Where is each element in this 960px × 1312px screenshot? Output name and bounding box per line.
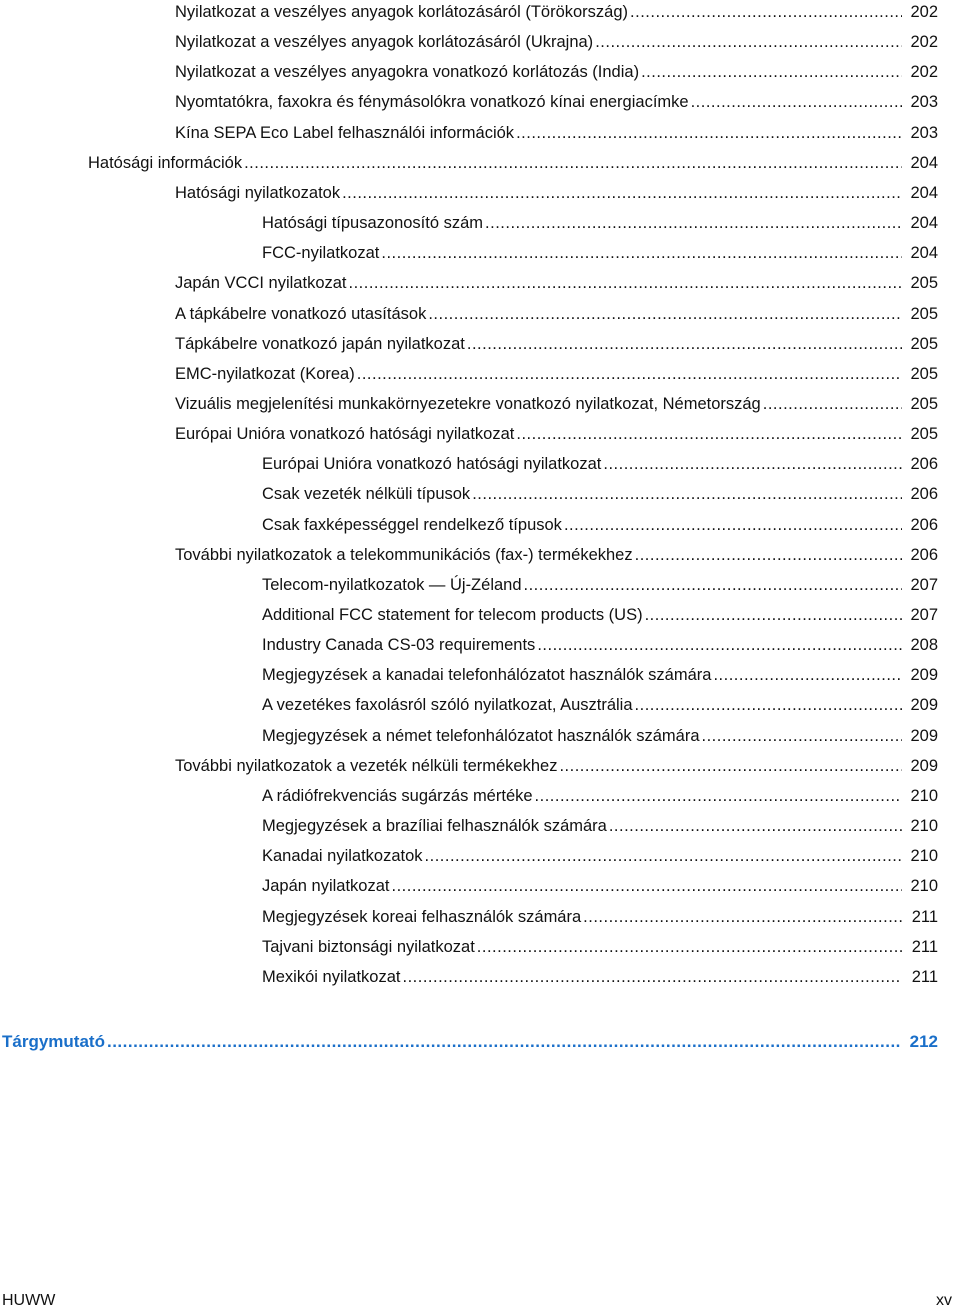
toc-entry-title[interactable]: Telecom-nyilatkozatok — Új-Zéland — [262, 575, 522, 594]
toc-entry[interactable] — [175, 183, 938, 203]
toc-entry-title[interactable]: Európai Unióra vonatkozó hatósági nyilatkozat — [175, 425, 515, 444]
toc-entry-title[interactable]: Európai Unióra vonatkozó hatósági nyilatkozat — [262, 455, 602, 474]
toc-page-number[interactable]: 205 — [910, 274, 938, 293]
toc-entry[interactable] — [262, 665, 938, 685]
toc-entry[interactable] — [175, 32, 938, 52]
toc-dot-leader — [402, 967, 902, 987]
toc-entry[interactable] — [175, 304, 938, 324]
toc-entry-title[interactable]: FCC-nyilatkozat — [262, 244, 380, 263]
toc-entry-title[interactable]: Industry Canada CS-03 requirements — [262, 636, 536, 655]
toc-entry-title[interactable]: Nyilatkozat a veszélyes anyagokra vonatkozó korlátozás (India) — [175, 63, 640, 82]
toc-page-number[interactable]: 211 — [911, 937, 938, 956]
toc-entry-title[interactable]: Additional FCC statement for telecom products (US) — [262, 606, 643, 624]
toc-entry-title[interactable]: A tápkábelre vonatkozó utasítások — [175, 304, 427, 323]
toc-dot-leader — [713, 665, 902, 685]
toc-dot-leader — [516, 424, 902, 444]
toc-entry[interactable] — [262, 726, 938, 746]
toc-page-number[interactable]: 205 — [910, 304, 938, 323]
toc-entry-title[interactable]: Kanadai nyilatkozatok — [262, 847, 423, 866]
toc-page-number[interactable]: 209 — [910, 726, 938, 745]
toc-entry-title[interactable]: Csak faxképességgel rendelkező típusok — [262, 515, 562, 534]
toc-page-number[interactable]: 202 — [910, 33, 938, 52]
toc-entry[interactable] — [262, 967, 938, 987]
toc-page-number[interactable]: 209 — [910, 666, 938, 685]
toc-page-number[interactable]: 205 — [910, 425, 938, 444]
toc-entry[interactable] — [175, 756, 938, 776]
toc-dot-leader — [381, 243, 902, 263]
index-title[interactable]: Tárgymutató — [2, 1032, 105, 1051]
toc-page-number[interactable]: 205 — [910, 334, 938, 353]
toc-entry[interactable] — [175, 364, 938, 384]
toc-dot-leader — [559, 756, 902, 776]
toc-entry[interactable] — [175, 334, 938, 354]
toc-page-number[interactable]: 207 — [910, 575, 938, 594]
toc-entry-title[interactable]: Vizuális megjelenítési munkakörnyezetekre vonatkozó nyilatkozat, Németország — [175, 394, 761, 413]
toc-dot-leader — [537, 635, 902, 655]
footer-page-number: xv — [936, 1292, 952, 1309]
toc-dot-leader — [425, 846, 902, 866]
toc-entry-title[interactable]: Japán VCCI nyilatkozat — [175, 274, 347, 293]
toc-entry[interactable] — [175, 394, 938, 414]
toc-entry[interactable] — [88, 153, 938, 173]
toc-entry[interactable] — [262, 907, 938, 927]
toc-entry[interactable] — [262, 515, 938, 535]
toc-entry-title[interactable]: Kína SEPA Eco Label felhasználói információk — [175, 123, 515, 142]
toc-page-number[interactable]: 204 — [910, 153, 938, 172]
toc-dot-leader — [428, 304, 902, 324]
toc-page-number[interactable]: 204 — [910, 244, 938, 263]
toc-dot-leader — [603, 454, 902, 474]
index-link[interactable] — [2, 1032, 938, 1054]
toc-dot-leader — [763, 394, 902, 414]
toc-dot-leader — [524, 575, 902, 595]
toc-entry[interactable] — [175, 123, 938, 143]
toc-dot-leader — [349, 273, 902, 293]
toc-dot-leader — [641, 62, 902, 82]
toc-dot-leader — [342, 183, 902, 203]
toc-page-number[interactable]: 206 — [910, 545, 938, 564]
toc-dot-leader — [564, 515, 902, 535]
toc-entry[interactable] — [262, 786, 938, 806]
toc-entry[interactable] — [262, 695, 938, 715]
toc-page-number[interactable]: 207 — [910, 606, 938, 624]
toc-page-number[interactable]: 211 — [911, 967, 938, 986]
toc-entry[interactable] — [262, 635, 938, 655]
toc-dot-leader — [535, 786, 902, 806]
index-page-number[interactable]: 212 — [909, 1032, 938, 1051]
toc-entry-title[interactable]: Megjegyzések a brazíliai felhasználók számára — [262, 817, 607, 836]
toc-dot-leader — [516, 123, 902, 143]
toc-entry[interactable] — [175, 2, 938, 22]
toc-entry[interactable] — [262, 575, 938, 595]
toc-entry[interactable] — [262, 605, 938, 625]
toc-entry[interactable] — [262, 876, 938, 896]
toc-entry[interactable] — [262, 454, 938, 474]
toc-entry-title[interactable]: Hatósági információk — [88, 153, 243, 172]
toc-dot-leader — [583, 907, 902, 927]
toc-page-number[interactable]: 210 — [910, 817, 938, 836]
toc-page-number[interactable]: 204 — [910, 183, 938, 202]
toc-page-number[interactable]: 202 — [910, 63, 938, 82]
toc-dot-leader — [630, 2, 902, 22]
toc-entry-title[interactable]: További nyilatkozatok a telekommunikációs (fax-) termékekhez — [175, 545, 633, 564]
toc-entry-title[interactable]: Megjegyzések a kanadai telefonhálózatot használók számára — [262, 666, 712, 685]
toc-entry[interactable] — [262, 846, 938, 866]
toc-dot-leader — [357, 364, 902, 384]
toc-entry-title[interactable]: Nyomtatókra, faxokra és fénymásolókra vonatkozó kínai energiacímke — [175, 93, 689, 112]
toc-entry-title[interactable]: Hatósági típusazonosító szám — [262, 214, 484, 233]
toc-dot-leader — [392, 876, 903, 896]
toc-page-number[interactable]: 209 — [910, 696, 938, 715]
toc-dot-leader — [691, 92, 902, 112]
footer-locale-code: HUWW — [2, 1292, 56, 1309]
toc-page-number[interactable]: 208 — [910, 636, 938, 655]
toc-page-number[interactable]: 206 — [910, 455, 938, 474]
toc-dot-leader — [635, 695, 902, 715]
toc-page-number[interactable]: 205 — [910, 364, 938, 383]
toc-entry[interactable] — [175, 545, 938, 565]
toc-dot-leader — [467, 334, 902, 354]
toc-page-number[interactable]: 210 — [910, 847, 938, 866]
toc-page-number[interactable]: 203 — [910, 93, 938, 112]
toc-entry-title[interactable]: Nyilatkozat a veszélyes anyagok korlátozásáról (Ukrajna) — [175, 33, 594, 52]
toc-entry[interactable] — [175, 273, 938, 293]
toc-entry[interactable] — [175, 92, 938, 112]
toc-entry-title[interactable]: EMC-nyilatkozat (Korea) — [175, 364, 355, 383]
toc-dot-leader — [244, 153, 902, 173]
toc-dot-leader — [702, 726, 903, 746]
toc-entry-title[interactable]: Megjegyzések a német telefonhálózatot használók számára — [262, 726, 700, 745]
toc-entry-title[interactable]: Japán nyilatkozat — [262, 877, 390, 896]
toc-entry[interactable] — [175, 424, 938, 444]
toc-dot-leader — [485, 213, 902, 233]
toc-page-number[interactable]: 209 — [910, 756, 938, 775]
toc-dot-leader — [472, 484, 902, 504]
toc-page-number[interactable]: 204 — [910, 214, 938, 233]
toc-dot-leader — [635, 545, 902, 565]
toc-page-number[interactable]: 210 — [910, 786, 938, 805]
toc-page-number[interactable]: 203 — [910, 123, 938, 142]
toc-dot-leader — [595, 32, 902, 52]
toc-entry[interactable] — [262, 243, 938, 263]
toc-entry-title[interactable]: Tajvani biztonsági nyilatkozat — [262, 937, 475, 956]
toc-entry-title[interactable]: További nyilatkozatok a vezeték nélküli termékekhez — [175, 756, 558, 775]
toc-entry[interactable] — [262, 816, 938, 836]
toc-page-number[interactable]: 211 — [911, 907, 938, 926]
toc-page-number[interactable]: 206 — [910, 485, 938, 504]
toc-entry[interactable] — [262, 937, 938, 957]
toc-dot-leader — [477, 937, 902, 957]
toc-dot-leader — [645, 605, 902, 625]
toc-entry-title[interactable]: A vezetékes faxolásról szóló nyilatkozat, Ausztrália — [262, 696, 633, 715]
toc-entry-title[interactable]: Nyilatkozat a veszélyes anyagok korlátozásáról (Törökország) — [175, 3, 629, 21]
toc-entry-title[interactable]: A rádiófrekvenciás sugárzás mértéke — [262, 786, 533, 805]
toc-entry-title[interactable]: Tápkábelre vonatkozó japán nyilatkozat — [175, 334, 465, 353]
toc-entry[interactable] — [175, 62, 938, 82]
toc-entry-title[interactable]: Hatósági nyilatkozatok — [175, 183, 341, 202]
toc-entry[interactable] — [262, 213, 938, 233]
index-dot-leader — [107, 1032, 902, 1052]
toc-page-number[interactable]: 206 — [910, 515, 938, 534]
toc-entry-title[interactable]: Mexikói nyilatkozat — [262, 967, 401, 986]
toc-entry[interactable] — [262, 484, 938, 504]
toc-entry-title[interactable]: Megjegyzések koreai felhasználók számára — [262, 907, 582, 926]
toc-dot-leader — [609, 816, 902, 836]
toc-entry-title[interactable]: Csak vezeték nélküli típusok — [262, 485, 471, 504]
toc-page-number[interactable]: 210 — [910, 877, 938, 896]
toc-page-number[interactable]: 205 — [910, 394, 938, 413]
toc-page-number[interactable]: 202 — [910, 3, 938, 21]
